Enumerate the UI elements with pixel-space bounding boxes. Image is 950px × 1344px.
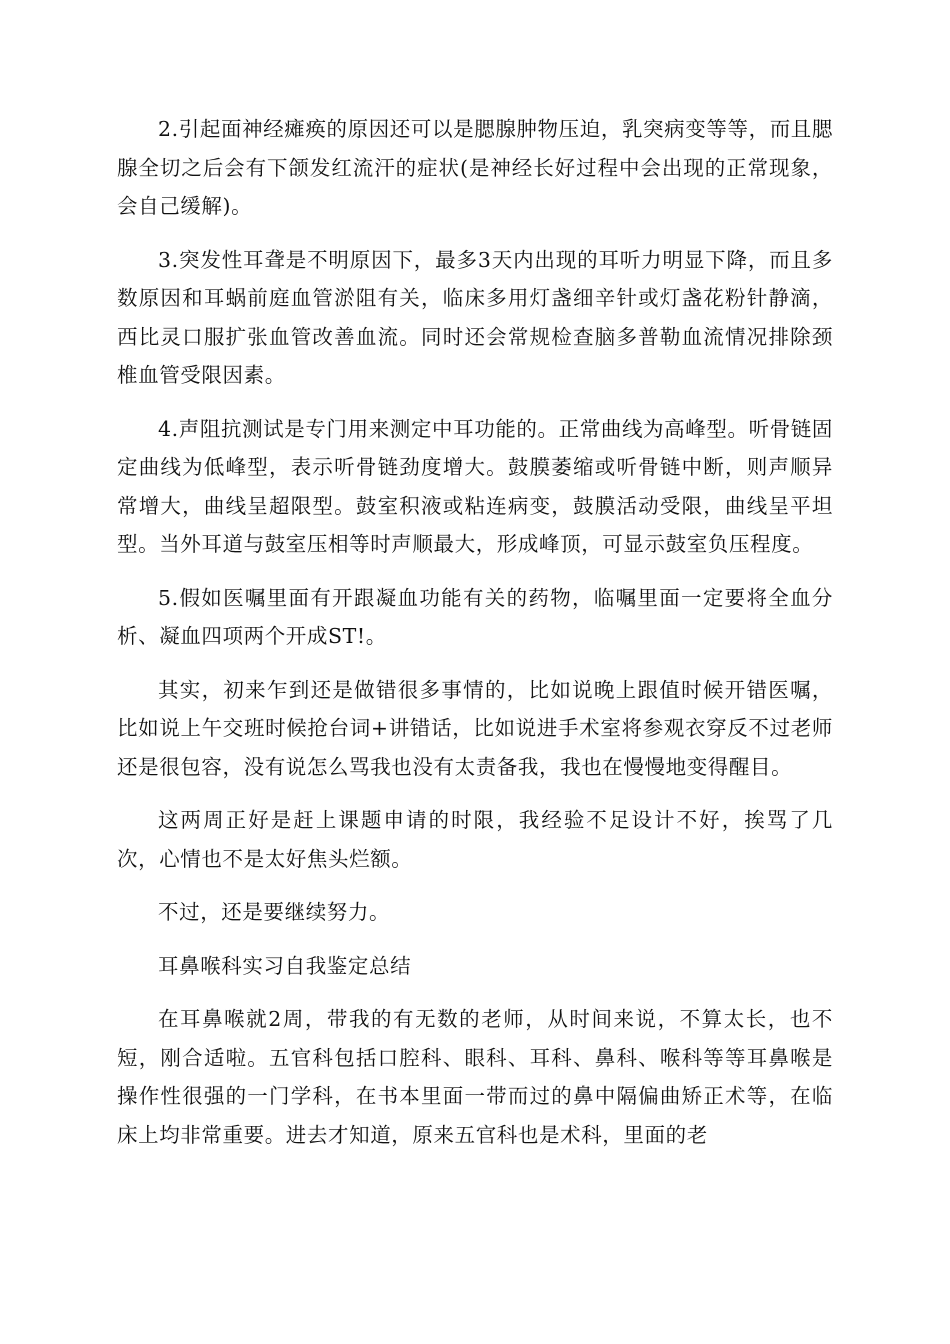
paragraph-mistakes-reflection: 其实，初来乍到还是做错很多事情的，比如说晚上跟值时候开错医嘱，比如说上午交班时候抢台词+讲错话，比如说进手术室将参观衣穿反不过老师还是很包容，没有说怎么骂我也没有太责备我，我也在慢慢地变得醒目。 xyxy=(117,677,833,779)
paragraph-coagulation-orders: 5.假如医嘱里面有开跟凝血功能有关的药物，临嘱里面一定要将全血分析、凝血四项两个开成ST!。 xyxy=(117,585,833,648)
paragraph-sudden-deafness: 3.突发性耳聋是不明原因下，最多3天内出现的耳听力明显下降，而且多数原因和耳蜗前庭血管淤阻有关，临床多用灯盏细辛针或灯盏花粉针静滴，西比灵口服扩张血管改善血流。同时还会常规检查脑多普勒血流情况排除颈椎血管受限因素。 xyxy=(117,247,833,387)
document-body xyxy=(117,110,833,1169)
paragraph-ent-internship-summary: 在耳鼻喉就2周，带我的有无数的老师，从时间来说，不算太长，也不短，刚合适啦。五官科包括口腔科、眼科、耳科、鼻科、喉科等等耳鼻喉是操作性很强的一门学科，在书本里面一带而过的鼻中隔偏曲矫正术等，在临床上均非常重要。进去才知道，原来五官科也是术科，里面的老 xyxy=(117,1007,833,1147)
paragraph-facial-nerve-paralysis: 2.引起面神经瘫痪的原因还可以是腮腺肿物压迫，乳突病变等等，而且腮腺全切之后会有下颌发红流汗的症状(是神经长好过程中会出现的正常现象，会自己缓解)。 xyxy=(117,117,833,218)
section-heading: 耳鼻喉科实习自我鉴定总结 xyxy=(158,953,412,978)
paragraph-keep-working: 不过，还是要继续努力。 xyxy=(158,900,391,924)
paragraph-project-application: 这两周正好是赶上课题申请的时限，我经验不足设计不好，挨骂了几次，心情也不是太好焦头烂额。 xyxy=(117,808,833,871)
paragraph-acoustic-impedance: 4.声阻抗测试是专门用来测定中耳功能的。正常曲线为高峰型。听骨链固定曲线为低峰型，表示听骨链劲度增大。鼓膜萎缩或听骨链中断，则声顺异常增大，曲线呈超限型。鼓室积液或粘连病变，鼓膜活动受限，曲线呈平坦型。当外耳道与鼓室压相等时声顺最大，形成峰顶，可显示鼓室负压程度。 xyxy=(117,416,833,556)
